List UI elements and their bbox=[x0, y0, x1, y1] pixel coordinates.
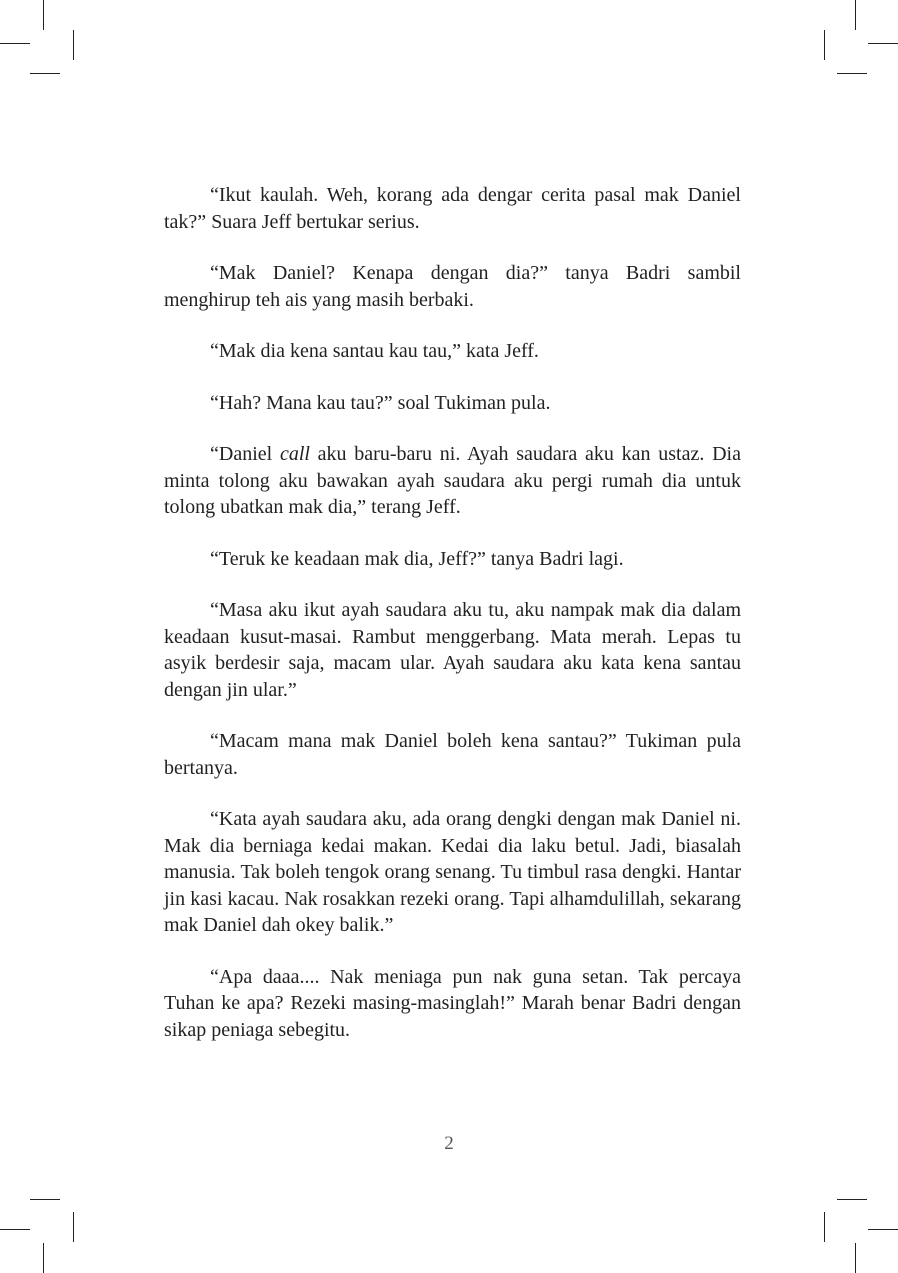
crop-mark bbox=[855, 0, 856, 30]
paragraph: “Hah? Mana kau tau?” soal Tukiman pula. bbox=[210, 391, 551, 414]
paragraph: “Mak dia kena santau kau tau,” kata Jeff. bbox=[210, 340, 539, 362]
crop-mark bbox=[73, 1212, 74, 1242]
page-number: 2 bbox=[444, 1133, 454, 1154]
paragraph: “Ikut kaulah. Weh, korang ada dengar cerita pasal mak Daniel tak?” Suara Jeff bertukar serius. bbox=[164, 184, 741, 233]
crop-mark bbox=[855, 1243, 856, 1273]
paragraph: “Kata ayah saudara aku, ada orang dengki dengan mak Daniel ni. Mak dia berniaga kedai makan. Kedai dia laku betul. Jadi, biasalah manusia. Tak boleh tengok orang senang. Tu timbul rasa dengki. Hantar jin kasi kacau. Nak rosakkan rezeki orang. Tapi alhamdulillah, sekarang mak Daniel dah okey balik.” bbox=[164, 808, 741, 936]
crop-mark bbox=[0, 43, 30, 44]
paragraph: “Teruk ke keadaan mak dia, Jeff?” tanya Badri lagi. bbox=[210, 547, 624, 570]
crop-mark bbox=[30, 73, 60, 74]
crop-mark bbox=[868, 1229, 898, 1230]
paragraph: “Mak Daniel? Kenapa dengan dia?” tanya Badri sambil menghirup teh ais yang masih berbaki. bbox=[164, 262, 741, 311]
crop-mark bbox=[837, 1199, 867, 1200]
paragraph: “Macam mana mak Daniel boleh kena santau?” Tukiman pula bertanya. bbox=[164, 730, 741, 779]
paragraph-text: “Daniel bbox=[210, 443, 280, 465]
crop-mark bbox=[73, 30, 74, 60]
crop-mark bbox=[43, 0, 44, 30]
paragraph: “Apa daaa.... Nak meniaga pun nak guna setan. Tak percaya Tuhan ke apa? Rezeki masing-masinglah!” Marah benar Badri dengan sikap peniaga sebegitu. bbox=[164, 965, 741, 1041]
crop-mark bbox=[824, 1212, 825, 1242]
crop-mark bbox=[43, 1243, 44, 1273]
crop-mark bbox=[837, 73, 867, 74]
italic-word: call bbox=[279, 443, 310, 465]
crop-mark bbox=[30, 1199, 60, 1200]
paragraph bbox=[164, 441, 741, 521]
paragraph-text: aku baru-baru ni. Ayah saudara aku kan ustaz. Dia minta tolong aku bawakan ayah saudara aku pergi rumah dia untuk tolong ubatkan mak dia,” terang Jeff. bbox=[164, 443, 741, 518]
crop-mark bbox=[868, 43, 898, 44]
crop-mark bbox=[824, 30, 825, 60]
crop-mark bbox=[0, 1229, 30, 1230]
body-text bbox=[164, 182, 741, 1068]
paragraph: “Masa aku ikut ayah saudara aku tu, aku nampak mak dia dalam keadaan kusut-masai. Rambut menggerbang. Mata merah. Lepas tu asyik berdesir saja, macam ular. Ayah saudara aku kata kena santau dengan jin ular.” bbox=[164, 599, 741, 701]
